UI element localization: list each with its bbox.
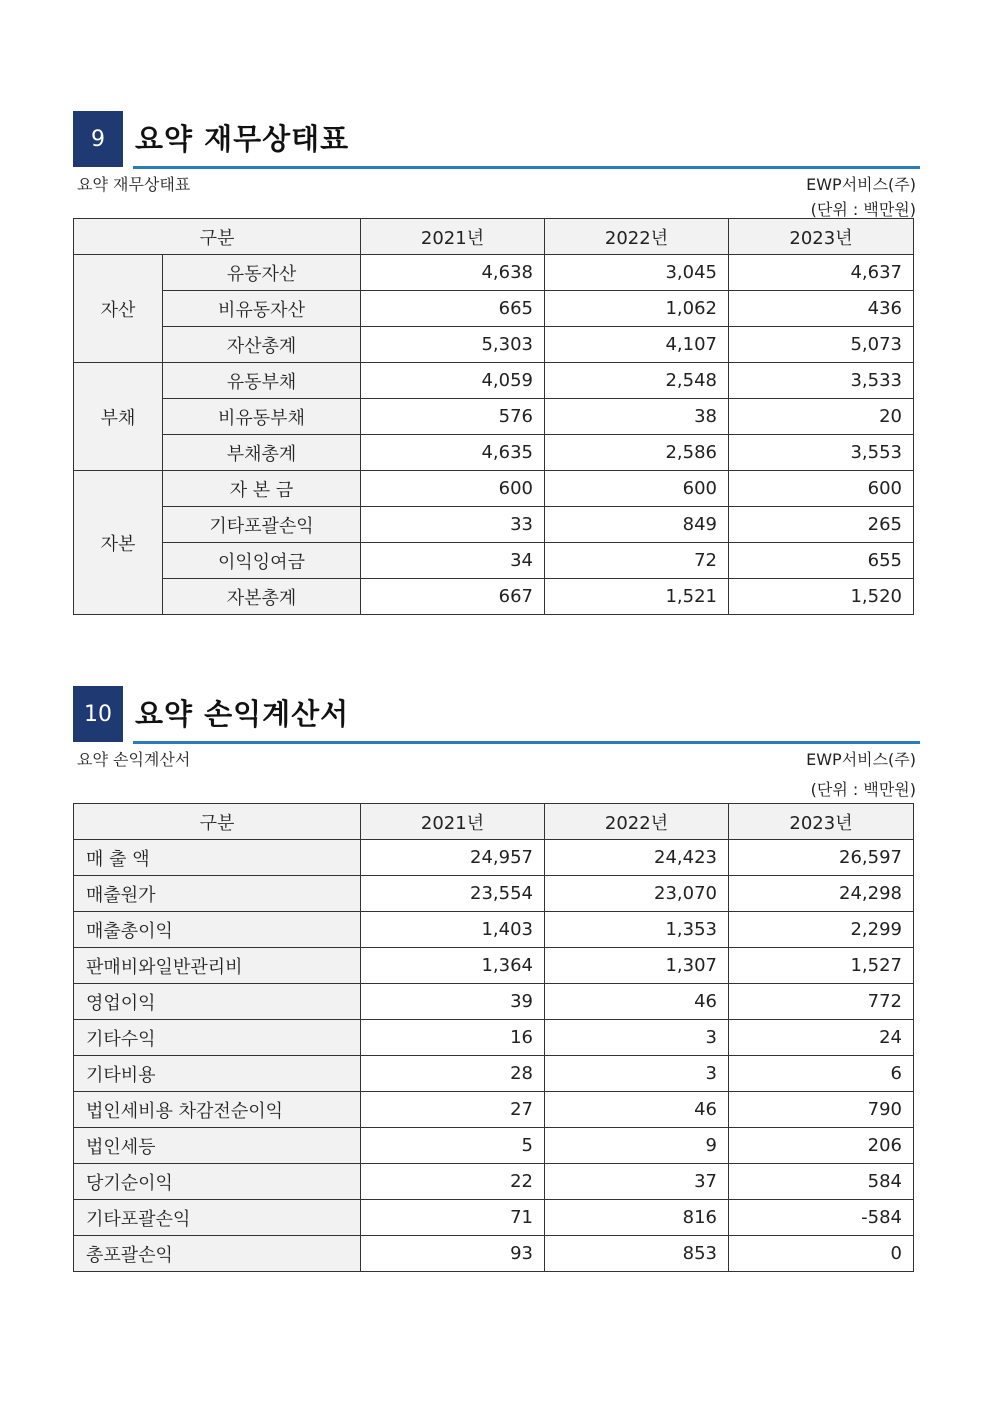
balance-heading: [73, 111, 920, 167]
row-label: 기타비용: [74, 1056, 361, 1092]
table-row: [74, 507, 914, 543]
table-row: [74, 471, 914, 507]
value-cell: 16: [361, 1020, 545, 1056]
value-cell: 849: [545, 507, 729, 543]
row-label: 매출총이익: [74, 912, 361, 948]
row-label: 자본총계: [163, 579, 361, 615]
value-cell: 3,045: [545, 255, 729, 291]
value-cell: 24: [729, 1020, 914, 1056]
value-cell: 665: [361, 291, 545, 327]
value-cell: 3,533: [729, 363, 914, 399]
table-row: [74, 363, 914, 399]
balance-section-title: 요약 재무상태표: [135, 122, 350, 156]
value-cell: 1,527: [729, 948, 914, 984]
income-header-row: [74, 804, 914, 840]
value-cell: 39: [361, 984, 545, 1020]
row-label: 법인세비용 차감전순이익: [74, 1092, 361, 1128]
value-cell: 655: [729, 543, 914, 579]
group-label: 부채: [74, 363, 163, 471]
value-cell: 93: [361, 1236, 545, 1272]
value-cell: 23,070: [545, 876, 729, 912]
table-row: [74, 912, 914, 948]
row-label: 자 본 금: [163, 471, 361, 507]
value-cell: 5,303: [361, 327, 545, 363]
value-cell: 20: [729, 399, 914, 435]
value-cell: 2,548: [545, 363, 729, 399]
value-cell: 4,638: [361, 255, 545, 291]
table-row: [74, 435, 914, 471]
table-row: [74, 291, 914, 327]
table-row: [74, 948, 914, 984]
value-cell: 72: [545, 543, 729, 579]
value-cell: 790: [729, 1092, 914, 1128]
value-cell: 436: [729, 291, 914, 327]
value-cell: 2,299: [729, 912, 914, 948]
balance-meta: [73, 167, 920, 217]
value-cell: 28: [361, 1056, 545, 1092]
value-cell: 3: [545, 1056, 729, 1092]
value-cell: 1,520: [729, 579, 914, 615]
row-label: 매 출 액: [74, 840, 361, 876]
value-cell: 576: [361, 399, 545, 435]
table-row: [74, 1164, 914, 1200]
table-row: [74, 399, 914, 435]
row-label: 유동부채: [163, 363, 361, 399]
header-cell: 2022년: [545, 219, 729, 255]
table-row: [74, 255, 914, 291]
balance-header-row: [74, 219, 914, 255]
value-cell: 24,298: [729, 876, 914, 912]
row-label: 기타포괄손익: [163, 507, 361, 543]
row-label: 유동자산: [163, 255, 361, 291]
header-cell: 구분: [74, 804, 361, 840]
value-cell: 1,307: [545, 948, 729, 984]
group-label: 자산: [74, 255, 163, 363]
value-cell: 38: [545, 399, 729, 435]
value-cell: 3,553: [729, 435, 914, 471]
header-cell: 2021년: [361, 804, 545, 840]
row-label: 기타수익: [74, 1020, 361, 1056]
balance-company: EWP서비스(주): [806, 175, 916, 194]
value-cell: 4,635: [361, 435, 545, 471]
income-meta: [73, 742, 920, 797]
table-row: [74, 543, 914, 579]
value-cell: 667: [361, 579, 545, 615]
row-label: 영업이익: [74, 984, 361, 1020]
row-label: 자산총계: [163, 327, 361, 363]
value-cell: 600: [361, 471, 545, 507]
value-cell: 1,062: [545, 291, 729, 327]
header-cell: 2022년: [545, 804, 729, 840]
group-label: 자본: [74, 471, 163, 615]
income-section-title: 요약 손익계산서: [135, 697, 350, 731]
income-section-number: 10: [73, 686, 123, 742]
value-cell: 2,586: [545, 435, 729, 471]
value-cell: 23,554: [361, 876, 545, 912]
header-cell: 구분: [74, 219, 361, 255]
row-label: 판매비와일반관리비: [74, 948, 361, 984]
table-row: [74, 1056, 914, 1092]
header-cell: 2023년: [729, 219, 914, 255]
income-heading: [73, 686, 920, 742]
header-cell: 2021년: [361, 219, 545, 255]
balance-section-number: 9: [73, 111, 123, 167]
value-cell: 584: [729, 1164, 914, 1200]
table-row: [74, 1236, 914, 1272]
value-cell: 1,403: [361, 912, 545, 948]
table-row: [74, 327, 914, 363]
value-cell: 772: [729, 984, 914, 1020]
table-row: [74, 1092, 914, 1128]
value-cell: 1,364: [361, 948, 545, 984]
value-cell: 34: [361, 543, 545, 579]
table-row: [74, 1128, 914, 1164]
balance-unit: (단위 : 백만원): [810, 200, 916, 219]
value-cell: 1,353: [545, 912, 729, 948]
row-label: 법인세등: [74, 1128, 361, 1164]
row-label: 매출원가: [74, 876, 361, 912]
row-label: 비유동자산: [163, 291, 361, 327]
value-cell: 5: [361, 1128, 545, 1164]
value-cell: 46: [545, 984, 729, 1020]
value-cell: 0: [729, 1236, 914, 1272]
value-cell: 24,423: [545, 840, 729, 876]
value-cell: 1,521: [545, 579, 729, 615]
value-cell: 3: [545, 1020, 729, 1056]
table-row: [74, 579, 914, 615]
income-section: [73, 686, 920, 1266]
table-row: [74, 1200, 914, 1236]
value-cell: 4,637: [729, 255, 914, 291]
income-unit: (단위 : 백만원): [810, 780, 916, 799]
value-cell: 33: [361, 507, 545, 543]
value-cell: 27: [361, 1092, 545, 1128]
value-cell: 9: [545, 1128, 729, 1164]
value-cell: 600: [729, 471, 914, 507]
value-cell: 816: [545, 1200, 729, 1236]
value-cell: 206: [729, 1128, 914, 1164]
value-cell: 26,597: [729, 840, 914, 876]
income-company: EWP서비스(주): [806, 750, 916, 769]
value-cell: 853: [545, 1236, 729, 1272]
value-cell: 6: [729, 1056, 914, 1092]
row-label: 비유동부채: [163, 399, 361, 435]
value-cell: 5,073: [729, 327, 914, 363]
row-label: 이익잉여금: [163, 543, 361, 579]
value-cell: 71: [361, 1200, 545, 1236]
row-label: 당기순이익: [74, 1164, 361, 1200]
balance-section: [73, 111, 920, 609]
table-row: [74, 1020, 914, 1056]
value-cell: 265: [729, 507, 914, 543]
balance-table: [73, 218, 914, 615]
value-cell: 600: [545, 471, 729, 507]
value-cell: 24,957: [361, 840, 545, 876]
value-cell: -584: [729, 1200, 914, 1236]
value-cell: 4,107: [545, 327, 729, 363]
value-cell: 4,059: [361, 363, 545, 399]
value-cell: 37: [545, 1164, 729, 1200]
header-cell: 2023년: [729, 804, 914, 840]
table-row: [74, 876, 914, 912]
row-label: 총포괄손익: [74, 1236, 361, 1272]
balance-subtitle: 요약 재무상태표: [77, 175, 191, 194]
table-row: [74, 840, 914, 876]
income-subtitle: 요약 손익계산서: [77, 750, 191, 769]
value-cell: 46: [545, 1092, 729, 1128]
row-label: 기타포괄손익: [74, 1200, 361, 1236]
income-table: [73, 803, 914, 1272]
row-label: 부채총계: [163, 435, 361, 471]
table-row: [74, 984, 914, 1020]
value-cell: 22: [361, 1164, 545, 1200]
